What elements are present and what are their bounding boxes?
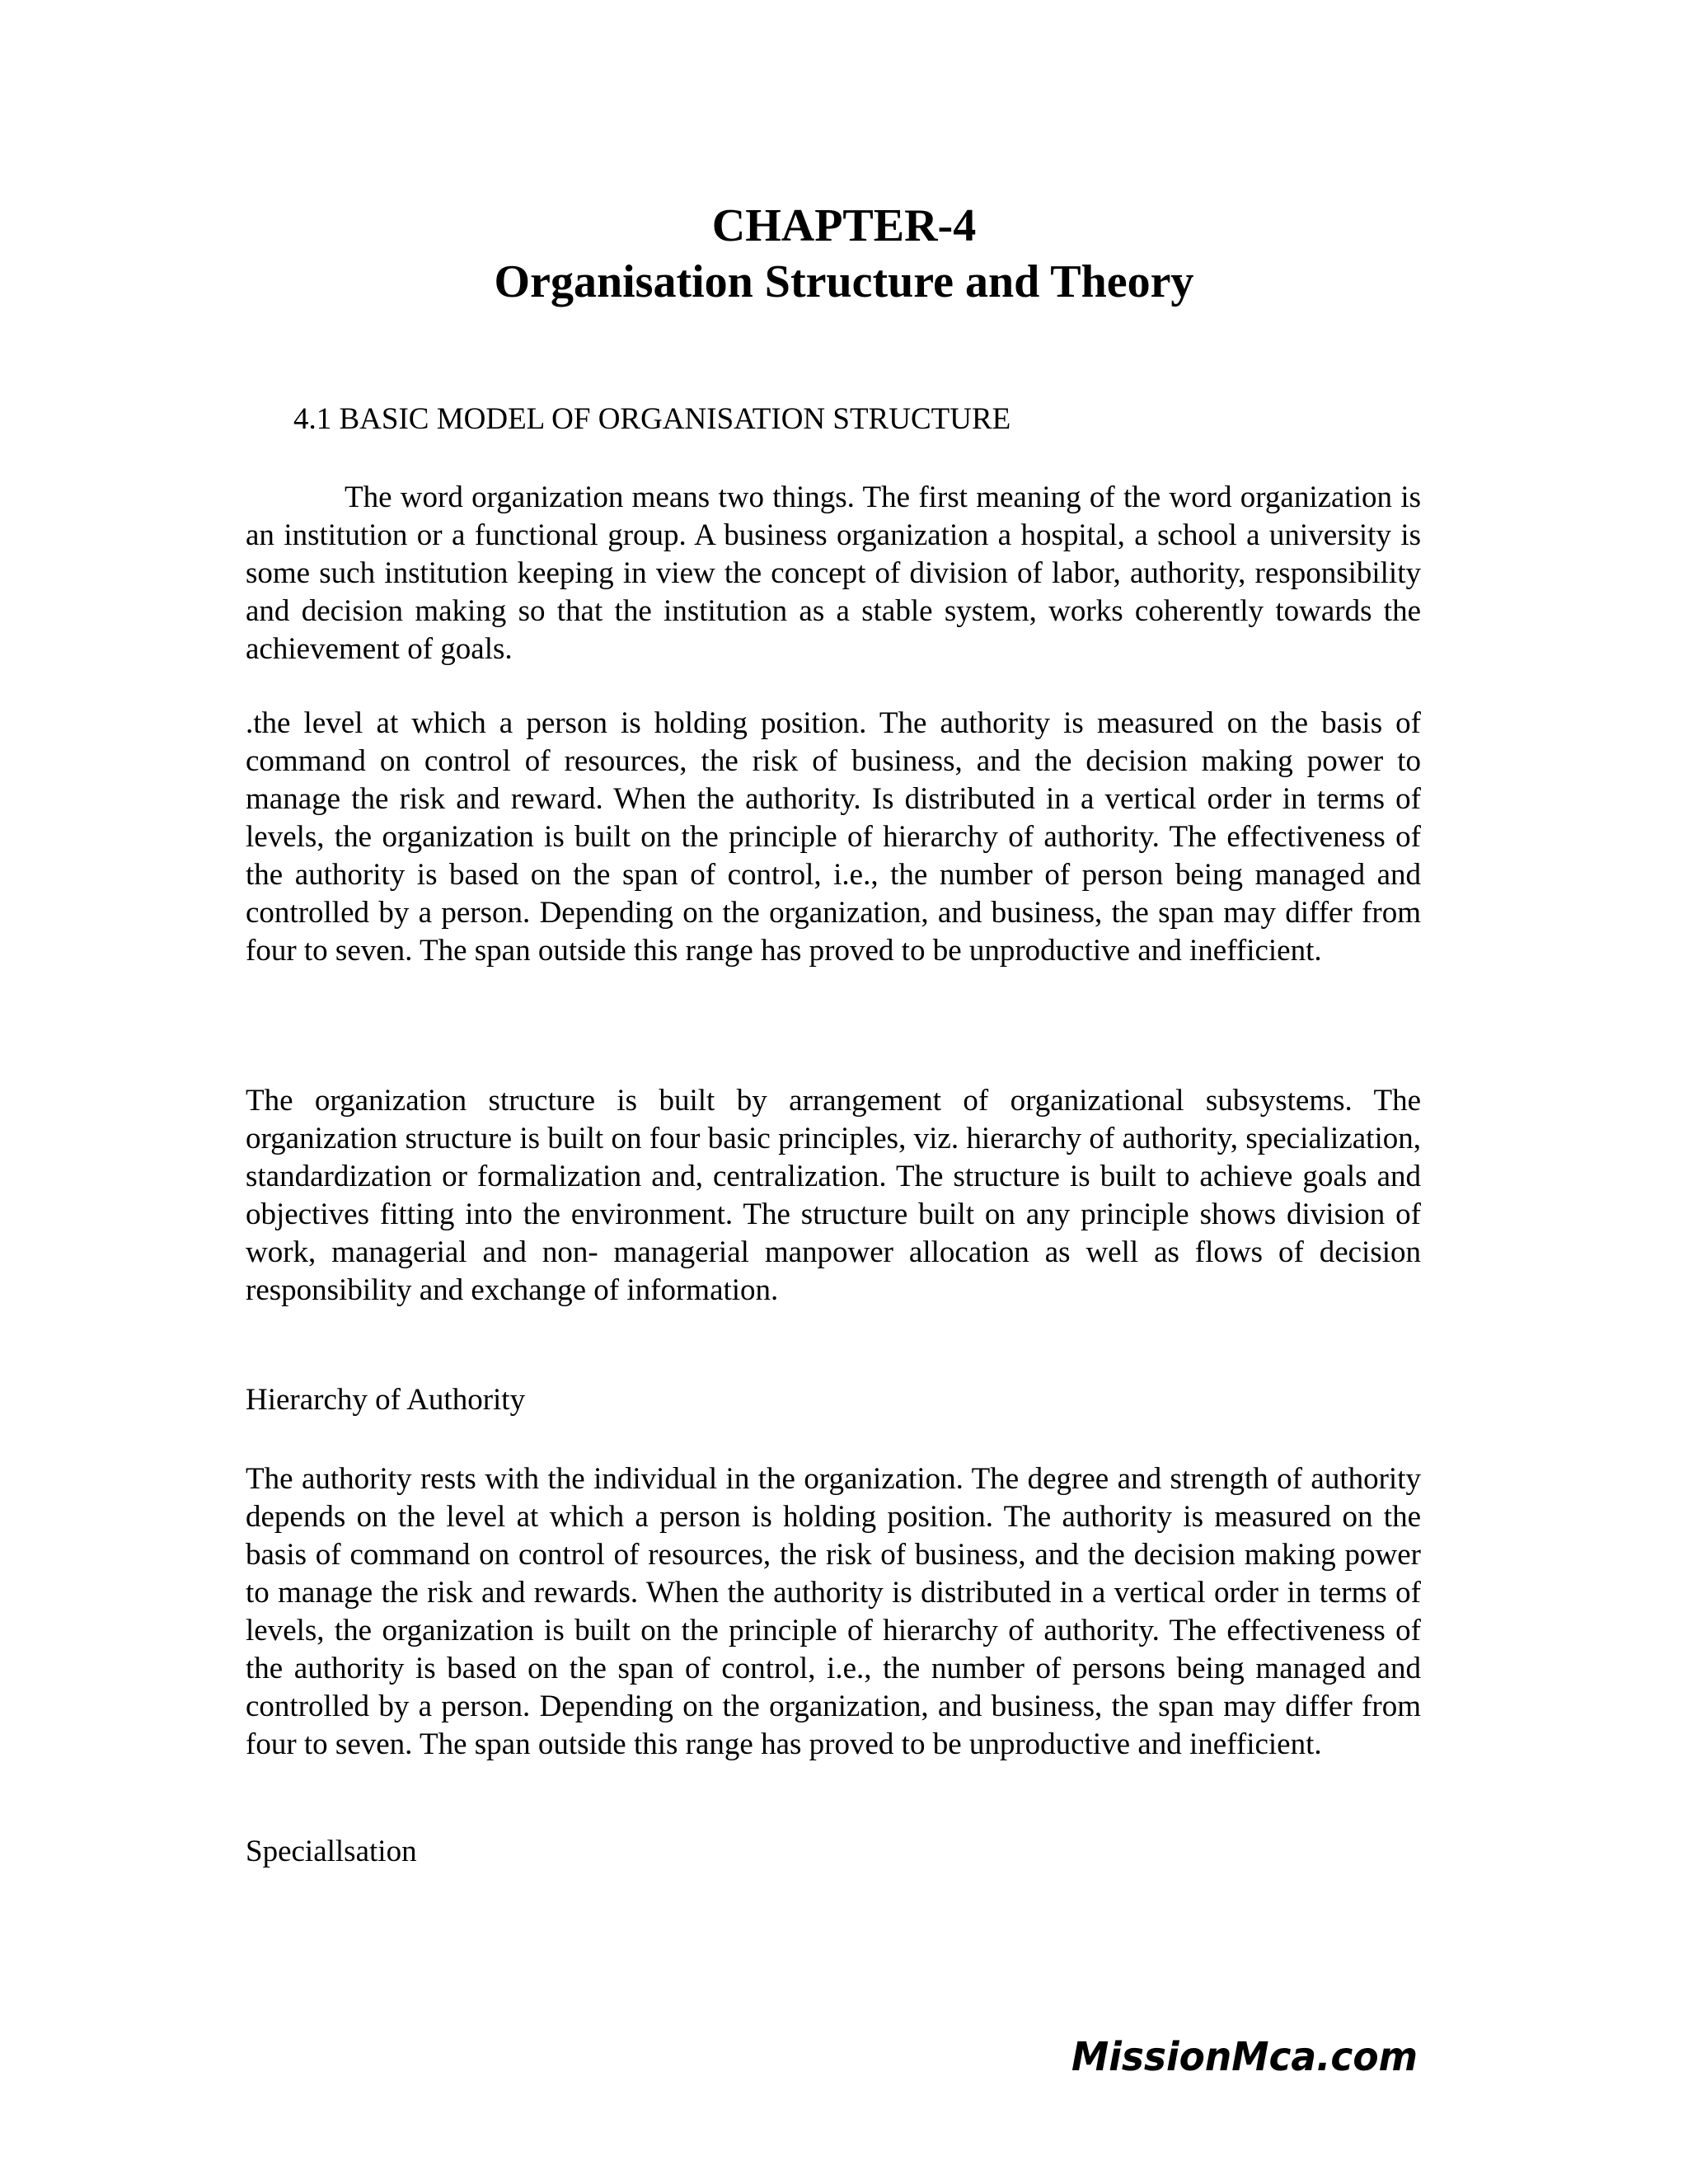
chapter-number: CHAPTER-4: [711, 200, 977, 251]
paragraph-hierarchy-of-authority: The authority rests with the individual in the organization. The degree and strength of authority depends on the level at which a person is holding position. The authority is measured on the basis of command on control of resources, the risk of business, and the decision making power to manage the risk and rewards. When the authority is distributed in a vertical order in terms of levels, the organization is built on the principle of hierarchy of authority. The effectiveness of the authority is based on the span of control, i.e., the number of persons being managed and controlled by a person. Depending on the organization, and business, the span may differ from four to seven. The span outside this range has proved to be unproductive and inefficient.: [246, 1462, 1421, 1761]
subheading-specialisation: Speciallsation: [246, 1835, 417, 1868]
subheading-hierarchy-of-authority: Hierarchy of Authority: [246, 1383, 526, 1417]
chapter-title: Organisation Structure and Theory: [494, 256, 1194, 307]
paragraph-structure-principles: The organization structure is built by arrangement of organizational subsystems. The organization structure is built on four basic principles, viz. hierarchy of authority, specialization, standardization or formalization and, centralization. The structure is built to achieve goals and objectives fitting into the environment. The structure built on any principle shows division of work, managerial and non- managerial manpower allocation as well as flows of decision responsibility and exchange of information.: [246, 1084, 1421, 1307]
paragraph-organization-meaning: The word organization means two things. The first meaning of the word organization is an institution or a functional group. A business organization a hospital, a school a university is some such institution keeping in view the concept of division of labor, authority, responsibility and decision making so that the institution as a stable system, works coherently towards the achievement of goals.: [246, 480, 1421, 666]
missionmca-logo: [1068, 2027, 1423, 2085]
watermark-text: MissionMca.com: [1071, 2034, 1418, 2080]
paragraph-authority-levels: .the level at which a person is holding position. The authority is measured on the basis of command on control of resources, the risk of business, and the decision making power to manage the risk and reward. When the authority. Is distributed in a vertical order in terms of levels, the organization is built on the principle of hierarchy of authority. The effectiveness of the authority is based on the span of control, i.e., the number of person being managed and controlled by a person. Depending on the organization, and business, the span may differ from four to seven. The span outside this range has proved to be unproductive and inefficient.: [246, 706, 1421, 968]
section-heading: 4.1 BASIC MODEL OF ORGANISATION STRUCTURE: [293, 402, 1011, 436]
